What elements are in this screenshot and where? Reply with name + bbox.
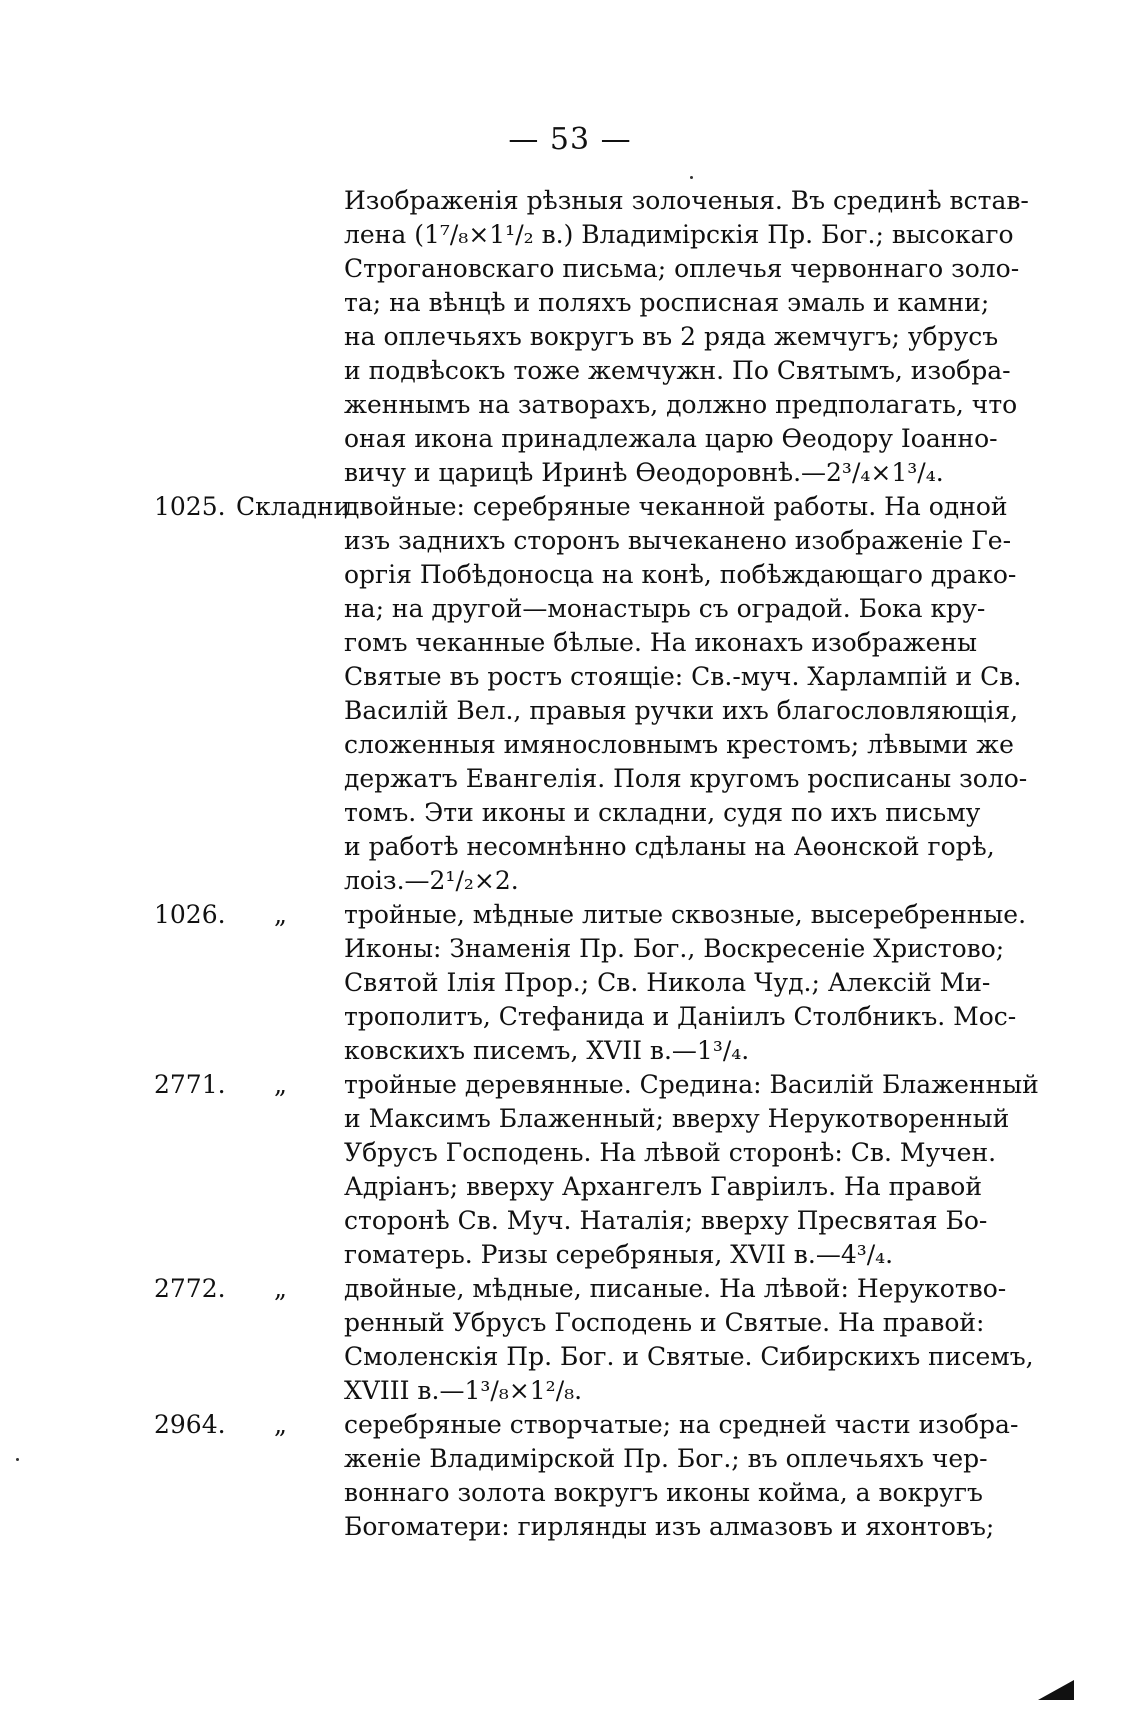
ditto-mark: „ bbox=[274, 1070, 287, 1099]
text-line: томъ. Эти иконы и складни, судя по ихъ письму bbox=[344, 798, 981, 827]
entry-text bbox=[344, 1068, 1039, 1272]
speck-mark bbox=[16, 1458, 19, 1461]
catalog-entries bbox=[0, 184, 1140, 1544]
text-line: и Максимъ Блаженный; вверху Нерукотворенный bbox=[344, 1104, 1010, 1133]
entry-number: 1026. bbox=[154, 900, 226, 929]
speck-mark bbox=[690, 176, 693, 179]
entry-label: Складни bbox=[236, 492, 351, 521]
text-line: оная икона принадлежала царю Ѳеодору Іоанно- bbox=[344, 424, 998, 453]
entry-1025 bbox=[0, 490, 1140, 898]
text-line: двойные: серебряные чеканной работы. На одной bbox=[344, 492, 1008, 521]
text-line: на; на другой—монастырь съ оградой. Бока кру- bbox=[344, 594, 986, 623]
text-line: ренный Убрусъ Господень и Святые. На правой: bbox=[344, 1308, 985, 1337]
text-line: Святой Ілія Прор.; Св. Никола Чуд.; Алексій Ми- bbox=[344, 968, 991, 997]
entry-2964 bbox=[0, 1408, 1140, 1544]
text-line: изъ заднихъ сторонъ вычеканено изображеніе Ге- bbox=[344, 526, 1012, 555]
text-line: Убрусъ Господень. На лѣвой сторонѣ: Св. Мучен. bbox=[344, 1138, 997, 1167]
ditto-mark: „ bbox=[274, 900, 287, 929]
text-line: и работѣ несомнѣнно сдѣланы на Аѳонской горѣ, bbox=[344, 832, 995, 861]
entry-2771 bbox=[0, 1068, 1140, 1272]
text-line: гоматерь. Ризы серебряныя, XVII в.—4³/₄. bbox=[344, 1240, 894, 1269]
entry-number: 2772. bbox=[154, 1274, 226, 1303]
text-line: сторонѣ Св. Муч. Наталія; вверху Пресвятая Бо- bbox=[344, 1206, 988, 1235]
text-line: и подвѣсокъ тоже жемчужн. По Святымъ, изобра- bbox=[344, 356, 1011, 385]
ditto-mark: „ bbox=[274, 1274, 287, 1303]
ditto-mark: „ bbox=[274, 1410, 287, 1439]
text-line: на оплечьяхъ вокругъ въ 2 ряда жемчугъ; убрусъ bbox=[344, 322, 999, 351]
text-line: тройные, мѣдные литые сквозные, высеребренные. bbox=[344, 900, 1027, 929]
text-line: сложенныя имянословнымъ крестомъ; лѣвыми же bbox=[344, 730, 1014, 759]
text-line: Богоматери: гирлянды изъ алмазовъ и яхонтовъ; bbox=[344, 1512, 995, 1541]
text-line: серебряные створчатые; на средней части изобра- bbox=[344, 1410, 1019, 1439]
text-line: Святые въ ростъ стоящіе: Св.-муч. Харлампій и Св. bbox=[344, 662, 1022, 691]
entry-number: 1025. bbox=[154, 492, 226, 521]
text-line: XVIII в.—1³/₈×1²/₈. bbox=[344, 1376, 583, 1405]
entry-text bbox=[344, 490, 1028, 898]
text-line: ковскихъ писемъ, XVII в.—1³/₄. bbox=[344, 1036, 750, 1065]
text-line: Иконы: Знаменія Пр. Бог., Воскресеніе Христово; bbox=[344, 934, 1005, 963]
text-line: та; на вѣнцѣ и поляхъ росписная эмаль и камни; bbox=[344, 288, 990, 317]
entry-text bbox=[344, 1272, 1034, 1408]
text-line: лена (1⁷/₈×1¹/₂ в.) Владимірскія Пр. Бог.; высокаго bbox=[344, 220, 1014, 249]
entry-number: 2771. bbox=[154, 1070, 226, 1099]
text-line: гомъ чеканные бѣлые. На иконахъ изображены bbox=[344, 628, 978, 657]
text-line: Адріанъ; вверху Архангелъ Гавріилъ. На правой bbox=[344, 1172, 982, 1201]
text-line: Строгановскаго письма; оплечья червоннаго золо- bbox=[344, 254, 1020, 283]
text-line: женнымъ на затворахъ, должно предполагать, что bbox=[344, 390, 1018, 419]
entry-text bbox=[344, 184, 1029, 490]
text-line: двойные, мѣдные, писаные. На лѣвой: Нерукотво- bbox=[344, 1274, 1007, 1303]
text-line: Василій Вел., правыя ручки ихъ благословляющія, bbox=[344, 696, 1019, 725]
text-line: Изображенія рѣзныя золоченыя. Въ срединѣ встав- bbox=[344, 186, 1029, 215]
entry-1026 bbox=[0, 898, 1140, 1068]
text-line: оргія Побѣдоносца на конѣ, побѣждающаго драко- bbox=[344, 560, 1017, 589]
entry-text bbox=[344, 1408, 1019, 1544]
entry-continued bbox=[0, 184, 1140, 490]
text-line: лоіз.—2¹/₂×2. bbox=[344, 866, 519, 895]
text-line: держатъ Евангелія. Поля кругомъ росписаны золо- bbox=[344, 764, 1028, 793]
text-line: тройные деревянные. Средина: Василій Блаженный bbox=[344, 1070, 1039, 1099]
page-number: — 53 — bbox=[508, 122, 632, 157]
text-line: воннаго золота вокругъ иконы койма, а вокругъ bbox=[344, 1478, 983, 1507]
entry-number: 2964. bbox=[154, 1410, 226, 1439]
text-line: трополитъ, Стефанида и Даніилъ Столбникъ. Мос- bbox=[344, 1002, 1017, 1031]
entry-text bbox=[344, 898, 1027, 1068]
text-line: Смоленскія Пр. Бог. и Святые. Сибирскихъ писемъ, bbox=[344, 1342, 1034, 1371]
corner-triangle-icon bbox=[1038, 1680, 1074, 1700]
text-line: вичу и царицѣ Иринѣ Ѳеодоровнѣ.—2³/₄×1³/₄. bbox=[344, 458, 944, 487]
entry-2772 bbox=[0, 1272, 1140, 1408]
text-line: женіе Владимірской Пр. Бог.; въ оплечьяхъ чер- bbox=[344, 1444, 988, 1473]
